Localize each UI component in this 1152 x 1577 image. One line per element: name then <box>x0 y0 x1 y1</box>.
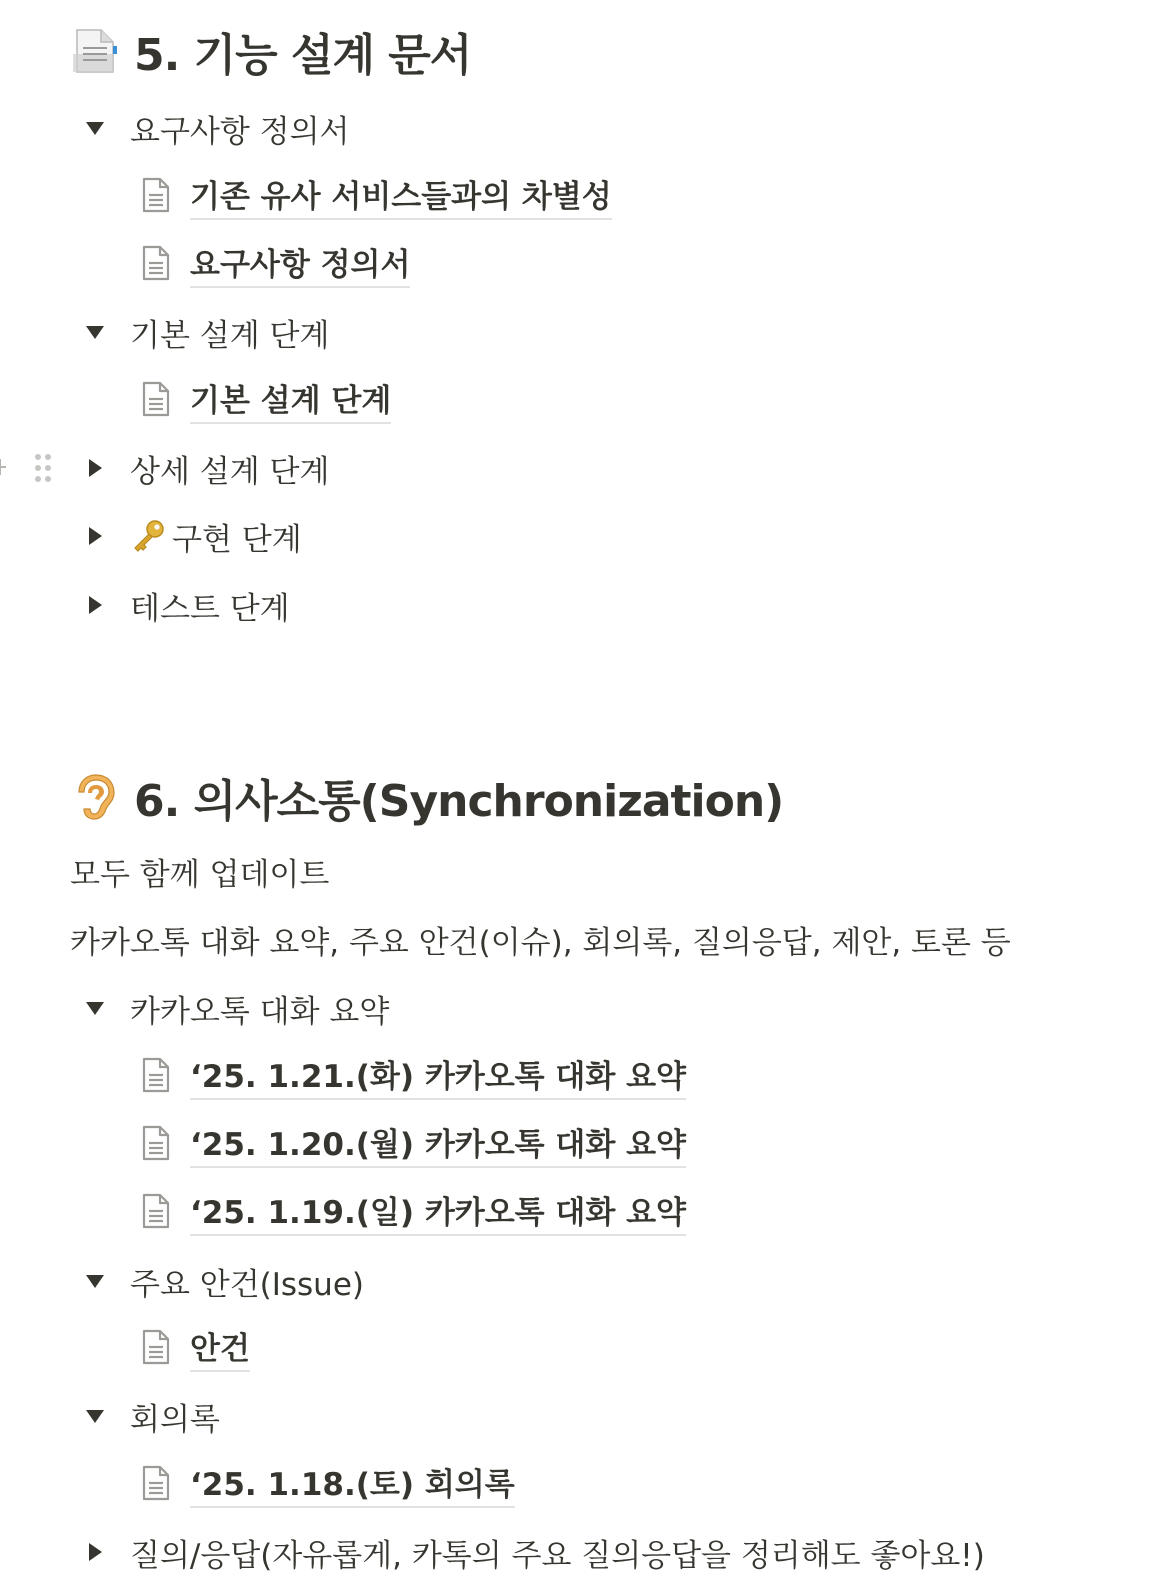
page-link-row[interactable] <box>138 1118 686 1168</box>
triangle-down-icon[interactable] <box>82 1268 108 1294</box>
toggle-label: 질의/응답(자유롭게, 카톡의 주요 질의응답을 정리해도 좋아요!) <box>130 1537 985 1574</box>
toggle-meeting-minutes[interactable] <box>82 1391 220 1441</box>
page-link[interactable]: 기존 유사 서비스들과의 차별성 <box>190 171 612 220</box>
section5-heading <box>70 20 471 82</box>
toggle-label: 주요 안건(Issue) <box>130 1266 364 1303</box>
toggle-label: 기본 설계 단계 <box>130 317 330 354</box>
page-link-row[interactable] <box>138 1322 250 1372</box>
triangle-down-icon[interactable] <box>82 995 108 1021</box>
page-link[interactable]: ‘25. 1.21.(화) 카카오톡 대화 요약 <box>190 1051 686 1100</box>
toggle-label: 회의록 <box>130 1401 220 1438</box>
triangle-down-icon[interactable] <box>82 1403 108 1429</box>
toggle-label: 상세 설계 단계 <box>130 453 330 490</box>
page-link-row[interactable] <box>138 1458 515 1508</box>
key-icon <box>130 518 166 554</box>
paragraph <box>70 914 1011 964</box>
toggle-requirements[interactable] <box>82 103 349 153</box>
toggle-implementation[interactable] <box>82 511 302 561</box>
toggle-label: 카카오톡 대화 요약 <box>130 993 390 1030</box>
toggle-label: 구현 단계 <box>172 521 302 558</box>
toggle-kakaotalk-summary[interactable] <box>82 983 389 1033</box>
drag-handle-icon[interactable] <box>30 451 56 485</box>
page-link[interactable]: ‘25. 1.18.(토) 회의록 <box>190 1459 515 1508</box>
page-icon <box>138 1123 174 1163</box>
section6-title: 6. 의사소통(Synchronization) <box>134 776 784 827</box>
toggle-major-issues[interactable] <box>82 1256 364 1306</box>
section6-heading <box>70 766 783 828</box>
section5-title: 5. 기능 설계 문서 <box>134 30 472 81</box>
page-link-row[interactable] <box>138 374 391 424</box>
triangle-right-icon[interactable] <box>82 455 108 481</box>
page-link-row[interactable] <box>138 1050 686 1100</box>
triangle-right-icon[interactable] <box>82 1539 108 1565</box>
toggle-label: 테스트 단계 <box>130 590 290 627</box>
page-icon <box>138 1055 174 1095</box>
ear-icon <box>70 771 122 823</box>
page-icon <box>138 175 174 215</box>
page-link[interactable]: 요구사항 정의서 <box>190 239 410 288</box>
paragraph <box>70 846 329 896</box>
toggle-label: 요구사항 정의서 <box>130 113 350 150</box>
toggle-test[interactable] <box>82 580 290 630</box>
toggle-detail-design[interactable] <box>82 443 329 493</box>
page-link[interactable]: 기본 설계 단계 <box>190 375 391 424</box>
triangle-down-icon[interactable] <box>82 319 108 345</box>
page-link[interactable]: ‘25. 1.19.(일) 카카오톡 대화 요약 <box>190 1187 686 1236</box>
page-facing-up-icon <box>70 25 122 77</box>
toggle-basic-design[interactable] <box>82 307 329 357</box>
page-link[interactable]: 안건 <box>190 1323 250 1372</box>
triangle-right-icon[interactable] <box>82 523 108 549</box>
paragraph-text: 모두 함께 업데이트 <box>70 856 330 893</box>
page-icon <box>138 1463 174 1503</box>
triangle-down-icon[interactable] <box>82 115 108 141</box>
page-link-row[interactable] <box>138 170 612 220</box>
add-block-icon[interactable] <box>0 455 10 479</box>
page-icon <box>138 243 174 283</box>
triangle-right-icon[interactable] <box>82 592 108 618</box>
page-link[interactable]: ‘25. 1.20.(월) 카카오톡 대화 요약 <box>190 1119 686 1168</box>
page-icon <box>138 1191 174 1231</box>
page-link-row[interactable] <box>138 238 410 288</box>
paragraph-text: 카카오톡 대화 요약, 주요 안건(이슈), 회의록, 질의응답, 제안, 토론 등 <box>70 924 1011 961</box>
page-icon <box>138 379 174 419</box>
page-link-row[interactable] <box>138 1186 686 1236</box>
page-icon <box>138 1327 174 1367</box>
